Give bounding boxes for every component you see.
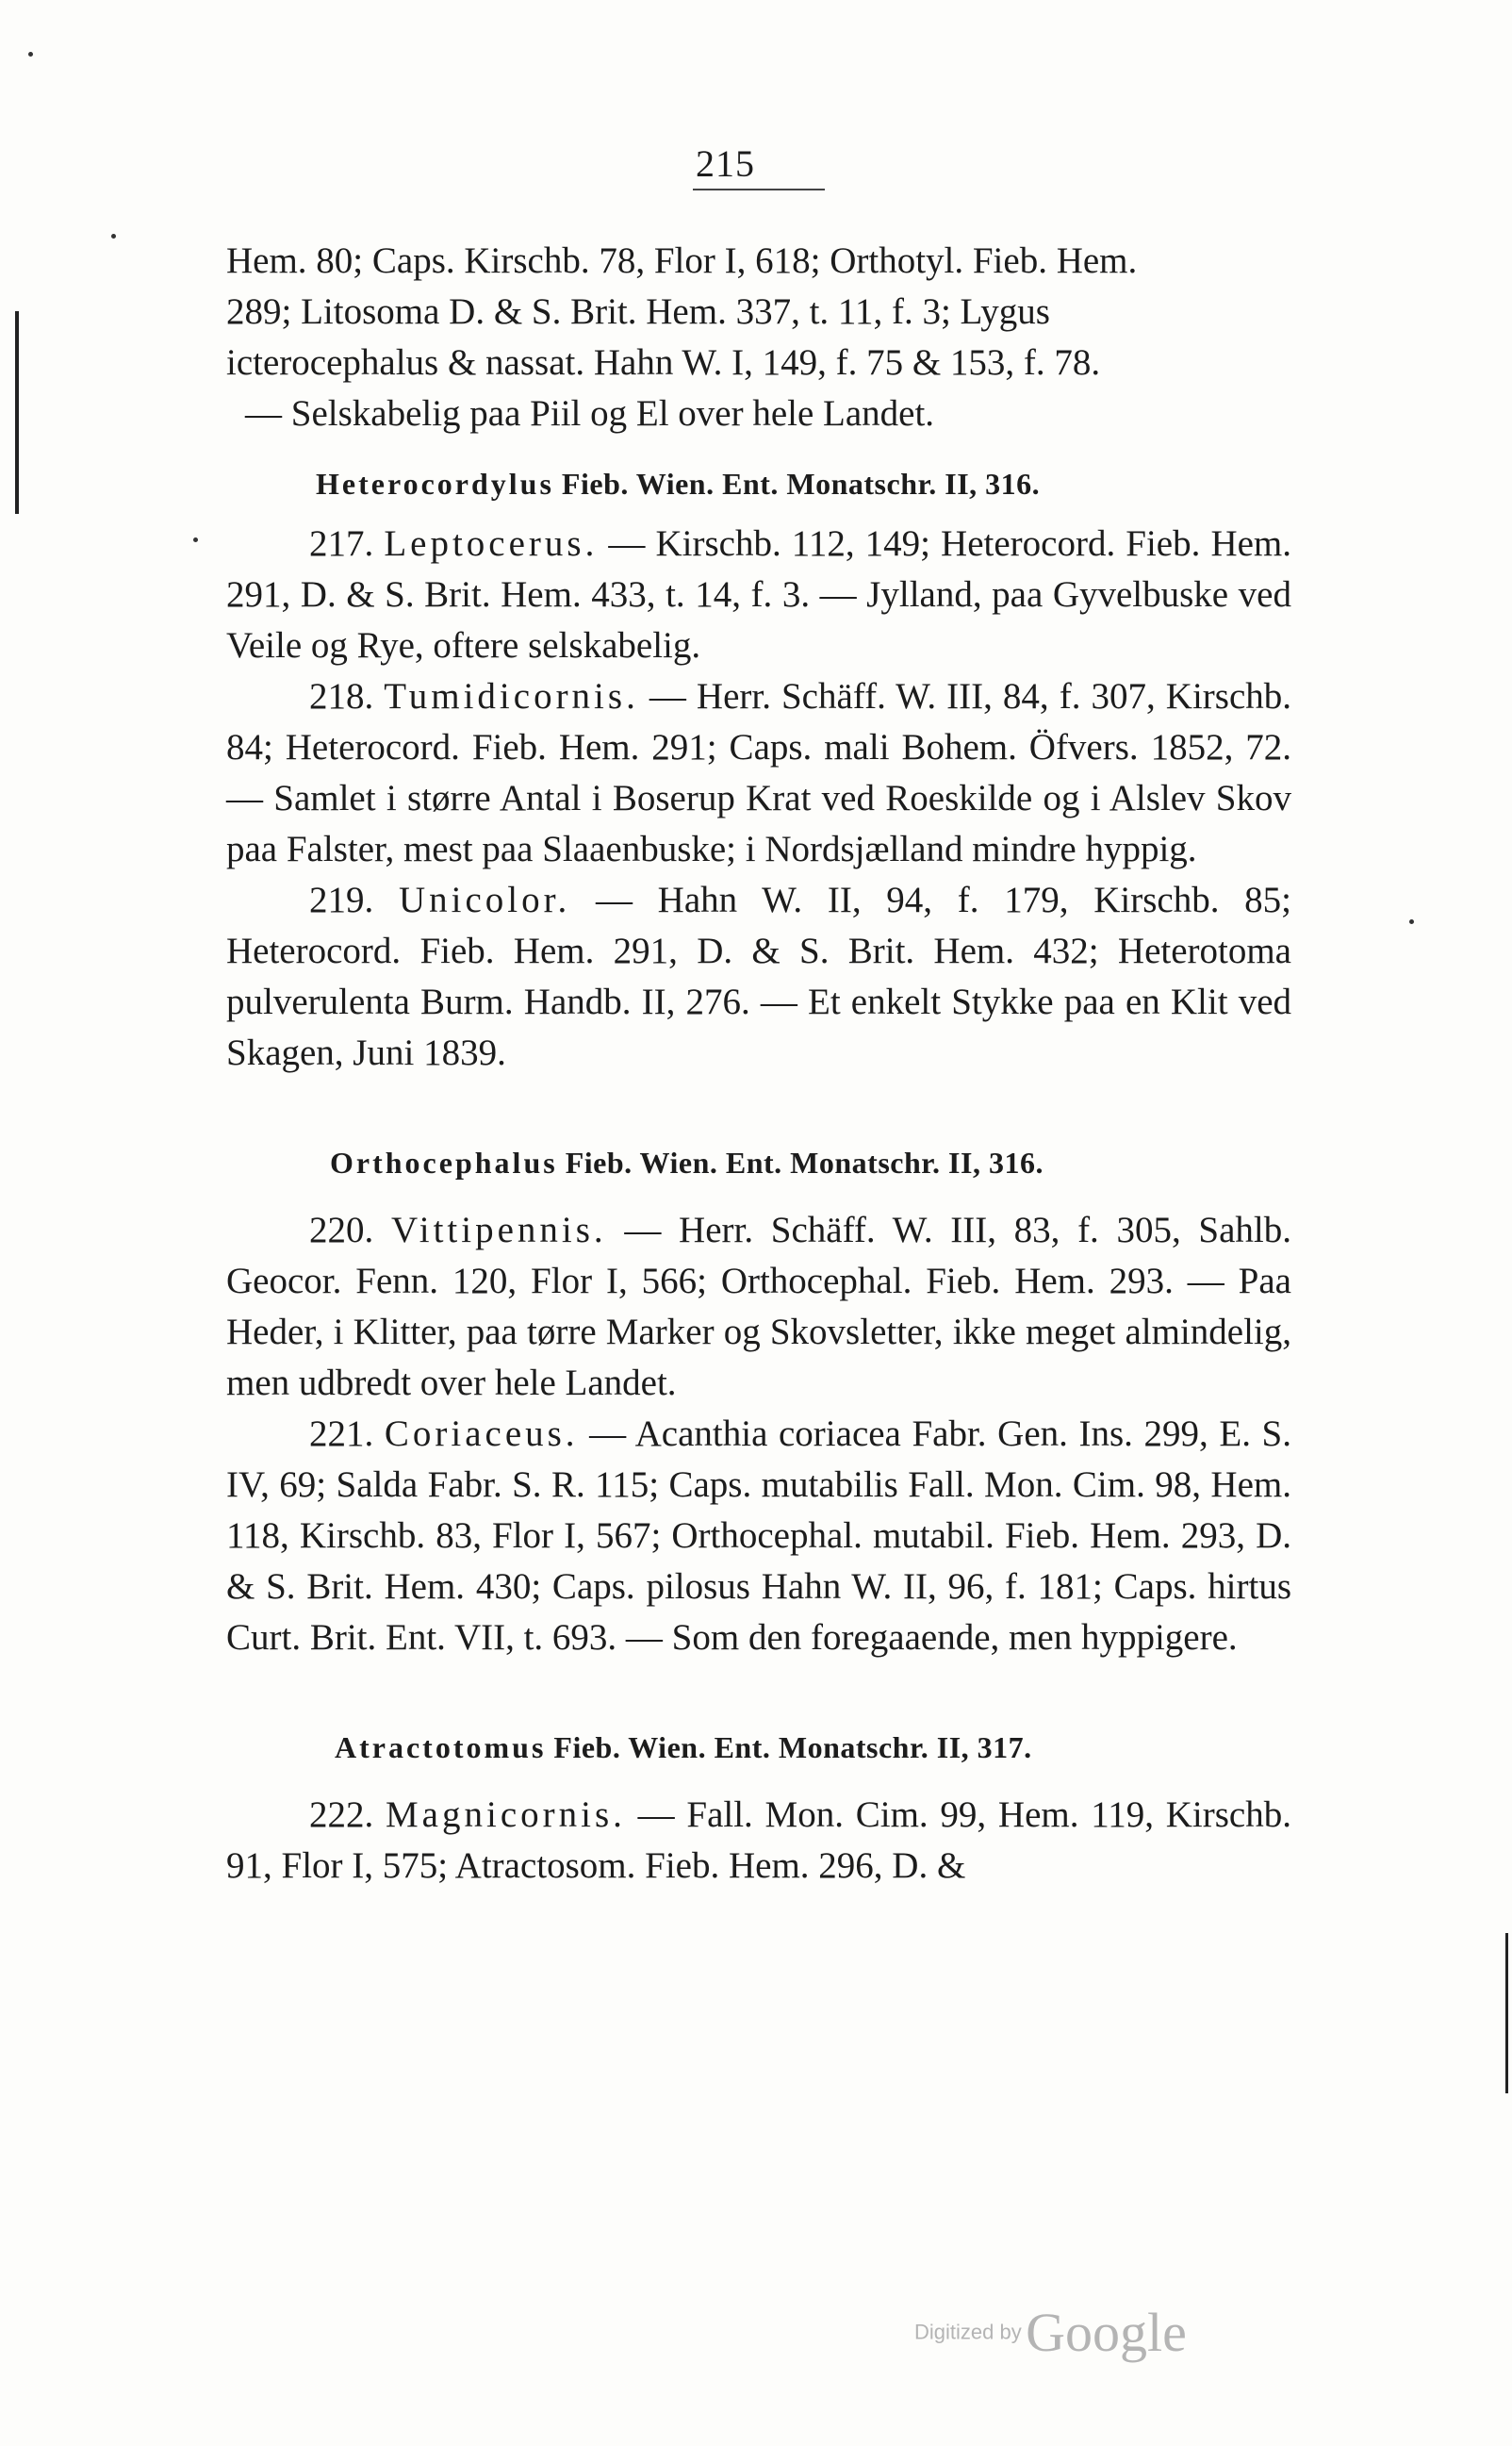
species-name: Leptocerus.: [384, 523, 599, 564]
species-name: Tumidicornis.: [384, 676, 639, 717]
margin-speck: [111, 234, 116, 239]
genus-heading-orthocephalus: [226, 1137, 1291, 1188]
entry-number: 219.: [309, 880, 374, 920]
genus-heading-heterocordylus: [226, 458, 1291, 509]
watermark-prefix: Digitized by: [914, 2320, 1022, 2344]
right-margin-bar: [1505, 1933, 1508, 2093]
entry-text: — Hahn W. II, 94, f. 179, Kirschb. 85; Heterocord. Fieb. Hem. 291, D. & S. Brit. Hem. 432; Heterotoma pulverulenta Burm. Handb. II, 276. — Et enkelt Stykke paa en Klit ved Skagen, Juni 1839.: [226, 880, 1292, 1073]
genus-reference: Fieb. Wien. Ent. Monatschr. II, 316.: [565, 1146, 1044, 1180]
entry-text: — Herr. Schäff. W. III, 84, f. 307, Kirschb. 84; Heterocord. Fieb. Hem. 291; Caps. mali Bohem. Öfvers. 1852, 72. — Samlet i større Antal i Boserup Krat ved Roeskilde og i Alslev Skov paa Falster, mest paa Slaaenbuske; i Nordsjælland mindre hyppig.: [226, 676, 1292, 869]
continuation-line: icterocephalus & nassat. Hahn W. I, 149, f. 75 & 153, f. 78.: [226, 342, 1101, 383]
entry-text: — Kirschb. 112, 149; Heterocord. Fieb. Hem. 291, D. & S. Brit. Hem. 433, t. 14, f. 3. — Jylland, paa Gyvelbuske ved Veile og Rye, oftere selskabelig.: [226, 523, 1291, 666]
genus-reference: Fieb. Wien. Ent. Monatschr. II, 317.: [553, 1730, 1032, 1764]
entry-number: 217.: [309, 523, 374, 564]
species-entry-217: [226, 519, 1291, 671]
genus-name: Heterocordylus: [316, 467, 554, 501]
genus-name: Orthocephalus: [330, 1146, 558, 1180]
margin-speck: [28, 52, 33, 57]
margin-speck: [1409, 919, 1414, 924]
species-entry-218: [226, 671, 1291, 875]
google-logo: Google: [1026, 2302, 1187, 2363]
species-name: Vittipennis.: [390, 1210, 607, 1250]
entry-text: — Herr. Schäff. W. III, 83, f. 305, Sahlb. Geocor. Fenn. 120, Flor I, 566; Orthocephal. Fieb. Hem. 293. — Paa Heder, i Klitter, paa tørre Marker og Skovsletter, ikke meget almindelig, men udbredt over hele Landet.: [226, 1210, 1292, 1403]
genus-reference: Fieb. Wien. Ent. Monatschr. II, 316.: [561, 467, 1041, 501]
continuation-line: 289; Litosoma D. & S. Brit. Hem. 337, t. 11, f. 3; Lygus: [226, 291, 1050, 332]
digitized-watermark: [914, 2301, 1187, 2364]
species-entry-220: [226, 1205, 1291, 1409]
species-entry-221: [226, 1409, 1291, 1663]
continuation-line: Hem. 80; Caps. Kirschb. 78, Flor I, 618; Orthotyl. Fieb. Hem.: [226, 240, 1138, 281]
entry-text: — Acanthia coriacea Fabr. Gen. Ins. 299, E. S. IV, 69; Salda Fabr. S. R. 115; Caps. mutabilis Fall. Mon. Cim. 98, Hem. 118, Kirschb. 83, Flor I, 567; Orthocephal. mutabil. Fieb. Hem. 293, D. & S. Brit. Hem. 430; Caps. pilosus Hahn W. II, 96, f. 181; Caps. hirtus Curt. Brit. Ent. VII, t. 693. — Som den foregaaende, men hyppigere.: [226, 1413, 1291, 1658]
page-number: 215: [696, 142, 755, 185]
page-number-rule: [693, 189, 825, 190]
entry-number: 221.: [309, 1413, 374, 1454]
entry-number: 222.: [309, 1794, 374, 1835]
entry-text: — Fall. Mon. Cim. 99, Hem. 119, Kirschb. 91, Flor I, 575; Atractosom. Fieb. Hem. 296, D. &: [226, 1794, 1291, 1886]
continuation-line: — Selskabelig paa Piil og El over hele Landet.: [245, 393, 935, 434]
species-name: Magnicornis.: [386, 1794, 626, 1835]
species-name: Unicolor.: [398, 880, 571, 920]
species-name: Coriaceus.: [384, 1413, 579, 1454]
species-entry-219: [226, 875, 1291, 1079]
left-margin-bar: [15, 311, 19, 514]
species-entry-222: [226, 1790, 1291, 1892]
page-body: [226, 236, 1291, 1892]
genus-name: Atractotomus: [335, 1730, 547, 1764]
genus-heading-atractotomus: [226, 1722, 1291, 1773]
margin-speck: [193, 537, 198, 542]
entry-number: 218.: [309, 676, 374, 717]
entry-number: 220.: [309, 1210, 374, 1250]
